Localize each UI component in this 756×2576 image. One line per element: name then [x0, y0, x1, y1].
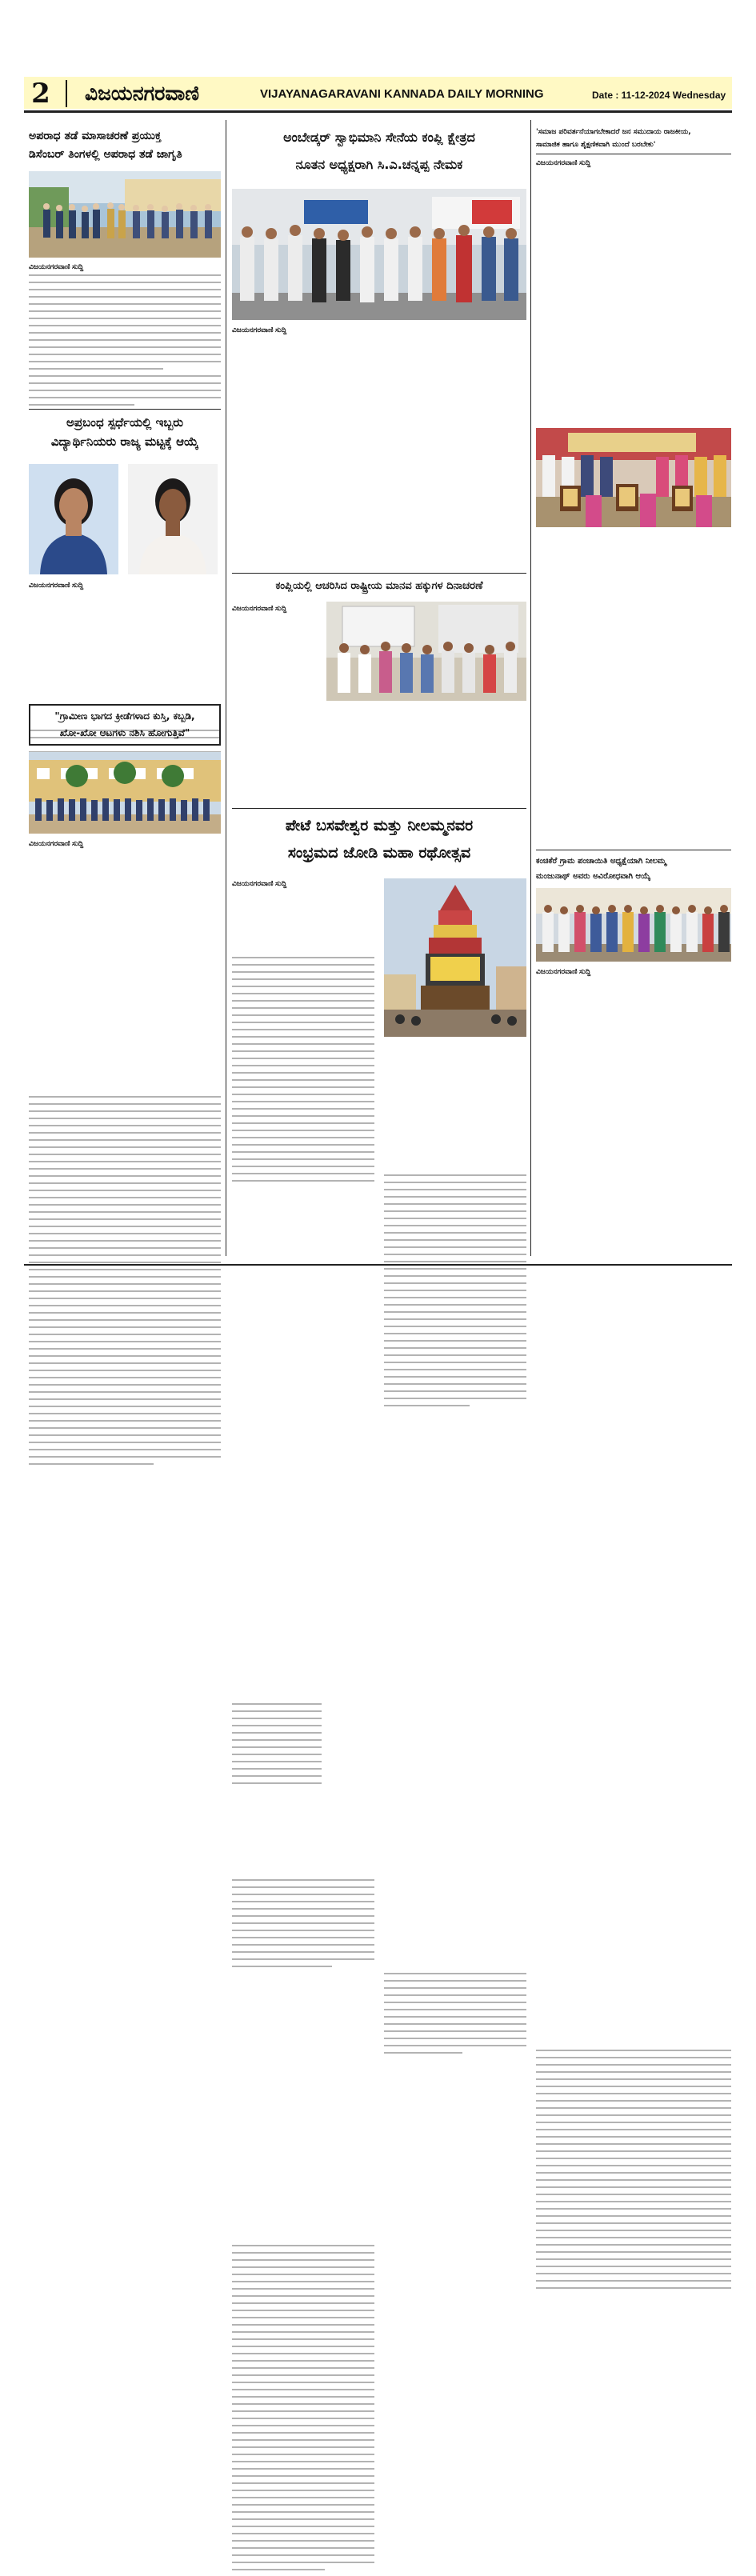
human-rights-article-body-top — [232, 1703, 322, 1784]
competition-headline-2: ವಿದ್ಯಾರ್ಥಿನಿಯರು ರಾಜ್ಯ ಮಟ್ಟಕ್ಕೆ ಆಯ್ಕೆ — [50, 434, 199, 449]
masthead-brand-kannada: ವಿಜಯನಗರವಾಣಿ — [85, 82, 199, 105]
crime-photo — [29, 171, 221, 258]
column-separator-2 — [530, 120, 531, 1256]
crime-article-body — [29, 274, 221, 406]
page-number: 2 — [31, 78, 50, 110]
rule-rathotsava — [232, 808, 526, 809]
rural-sports-headline-1: "ಗ್ರಾಮೀಣ ಭಾಗದ ಕ್ರೀಡೆಗಳಾದ ಕುಸ್ತಿ, ಕಬ್ಬಡಿ, — [54, 710, 195, 722]
rule-competition — [29, 409, 221, 410]
rathotsava-chariot-photo — [384, 878, 526, 1037]
human-rights-article-body-right — [384, 1973, 526, 2054]
rural-sports-photo — [29, 752, 221, 834]
crime-headline-1: ಅಪರಾಧ ತಡೆ ಮಾಸಾಚರಣೆ ಪ್ರಯುಕ್ತ — [29, 130, 162, 142]
rural-sports-article-body — [29, 1096, 221, 1465]
human-rights-headline: ಕಂಪ್ಲಿಯಲ್ಲಿ ಆಚರಿಸಿದ ರಾಷ್ಟ್ರೀಯ ಮಾನವ ಹಕ್ಕುಗಳ ದಿನಾಚರಣೆ — [275, 580, 483, 592]
masthead-rule — [24, 110, 732, 113]
human-rights-byline: ವಿಜಯನಗರವಾಣಿ ಸುದ್ದಿ — [232, 604, 287, 612]
masthead-brand-english: VIJAYANAGARAVANI KANNADA DAILY MORNING — [260, 87, 544, 101]
rural-sports-byline: ವಿಜಯನಗರವಾಣಿ ಸುದ್ದಿ — [29, 839, 84, 847]
ambedkar-photo — [232, 189, 526, 320]
rural-sports-headline-2: ಖೋ-ಖೋ ಆಟಗಳು ನಶಿಸಿ ಹೋಗುತ್ತಿವೆ" — [59, 727, 190, 738]
ambedkar-article-body-left — [232, 957, 374, 1182]
student-photo-2 — [128, 464, 218, 574]
page-bottom-rule — [24, 1264, 732, 1266]
ambedkar-headline-1: ಅಂಬೇಡ್ಕರ್ ಸ್ವಾಭಿಮಾನಿ ಸೇನೆಯ ಕಂಪ್ಲಿ ಕ್ಷೇತ್ರದ — [283, 130, 475, 145]
rathotsava-article-body-left — [232, 2245, 374, 2570]
masthead-date: Date : 11-12-2024 Wednesday — [592, 90, 726, 101]
student-photo-1 — [29, 464, 118, 574]
competition-headline-1: ಅಪ್ರಬಂಧ ಸ್ಪರ್ಧೆಯಲ್ಲಿ ಇಬ್ಬರು — [66, 415, 183, 430]
rathotsava-headline-2: ಸಂಭ್ರಮದ ಜೋಡಿ ಮಹಾ ರಥೋತ್ಸವ — [287, 844, 471, 862]
rule-human-rights — [232, 573, 526, 574]
panchayat-headline-1: ಕಂಚಿಕೆರೆ ಗ್ರಾಮ ಪಂಚಾಯಿತಿ ಅಧ್ಯಕ್ಷೆಯಾಗಿ ನೀಲಮ್ಮ — [536, 857, 666, 866]
human-rights-photo — [326, 602, 526, 701]
panchayat-headline-2: ಮಂಜುನಾಥ್ ಅವರು ಅವಿರೋಧವಾಗಿ ಆಯ್ಕೆ — [536, 872, 651, 881]
ambedkar-article-body-right — [384, 1174, 526, 1406]
human-rights-article-body-left — [232, 1879, 374, 1967]
social-justice-byline: ವಿಜಯನಗರವಾಣಿ ಸುದ್ದಿ — [536, 158, 591, 166]
rathotsava-byline: ವಿಜಯನಗರವಾಣಿ ಸುದ್ದಿ — [232, 879, 287, 887]
social-justice-headline-1: 'ಸಮಾಜ ಪರಿವರ್ತನೆಯಾಗಬೇಕಾದರೆ ಜನ ಸಮುದಾಯ ರಾಜಕೀಯ, — [536, 128, 691, 136]
panchayat-photo — [536, 888, 731, 962]
social-justice-headline-2: ಸಾಮಾಜಿಕ ಹಾಗೂ ಶೈಕ್ಷಣಿಕವಾಗಿ ಮುಂದೆ ಬರಬೇಕು' — [536, 141, 656, 149]
panchayat-byline: ವಿಜಯನಗರವಾಣಿ ಸುದ್ದಿ — [536, 967, 591, 975]
social-justice-photo — [536, 428, 731, 527]
ambedkar-byline: ವಿಜಯನಗರವಾಣಿ ಸುದ್ದಿ — [232, 326, 287, 334]
competition-byline: ವಿಜಯನಗರವಾಣಿ ಸುದ್ದಿ — [29, 581, 84, 589]
ambedkar-headline-2: ನೂತನ ಅಧ್ಯಕ್ಷರಾಗಿ ಸಿ.ಎ.ಚನ್ನಪ್ಪ ನೇಮಕ — [295, 157, 463, 172]
rathotsava-headline-1: ಪೇಟೆ ಬಸವೇಶ್ವರ ಮತ್ತು ನೀಲಮ್ಮನವರ — [285, 817, 474, 834]
crime-headline-2: ಡಿಸೆಂಬರ್ ತಿಂಗಳಲ್ಲಿ ಅಪರಾಧ ತಡೆ ಜಾಗೃತಿ — [29, 148, 182, 161]
crime-byline: ವಿಜಯನಗರವಾಣಿ ಸುದ್ದಿ — [29, 262, 84, 270]
social-justice-article-body-top — [536, 2050, 731, 2289]
masthead-divider — [66, 80, 67, 107]
